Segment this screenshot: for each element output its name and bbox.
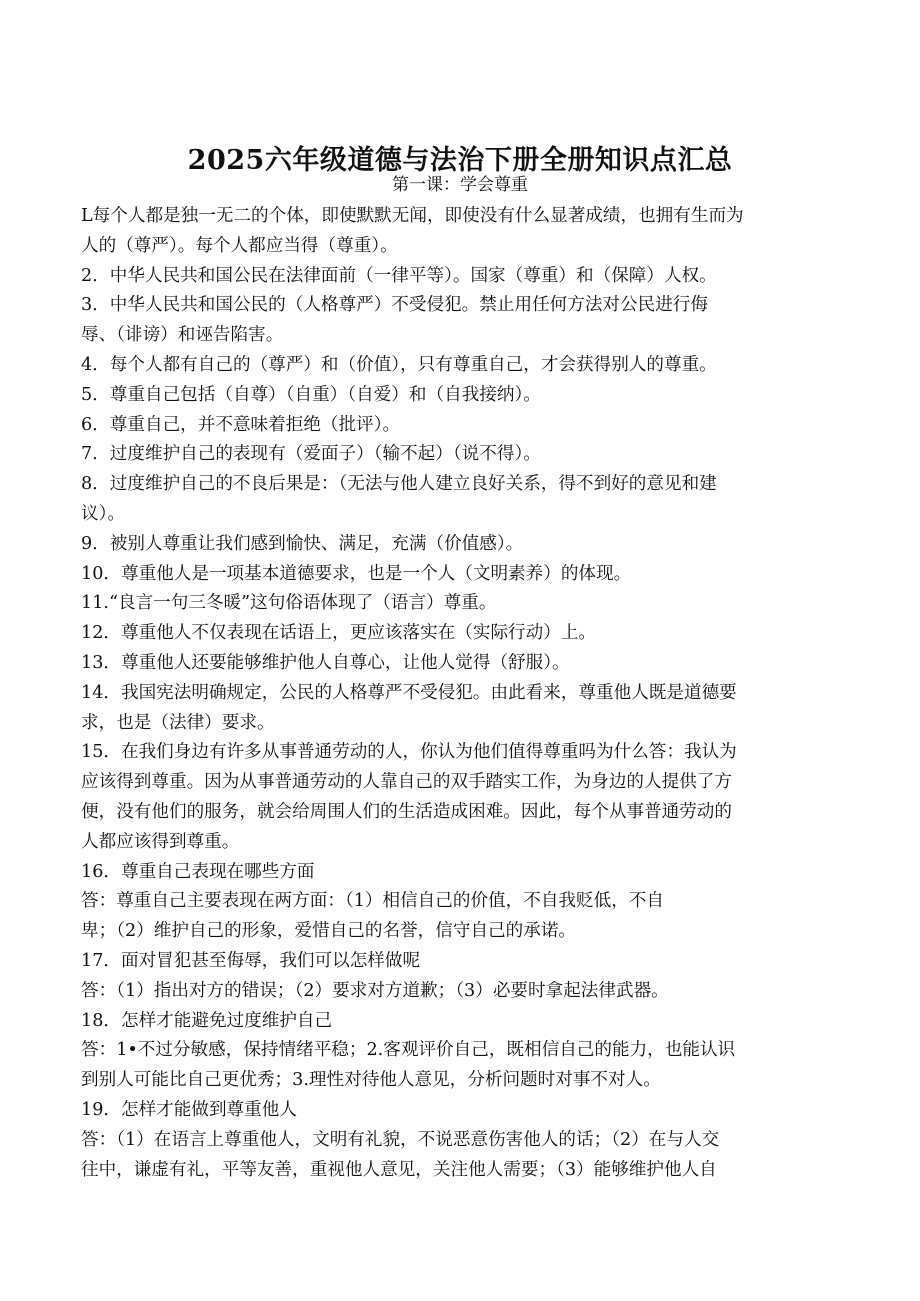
text-line: 18．怎样才能避免过度维护自己 xyxy=(81,1010,333,1031)
text-line: 求，也是（法律）要求。 xyxy=(81,712,275,733)
text-line: 9．被别人尊重让我们感到愉快、满足，充满（价值感）。 xyxy=(81,533,524,554)
text-line: 17．面对冒犯甚至侮辱，我们可以怎样做呢 xyxy=(81,950,421,971)
text-line: 辱、（诽谤）和诬告陷害。 xyxy=(81,325,284,346)
text-line: 12．尊重他人不仅表现在话语上，更应该落实在（实际行动）上。 xyxy=(81,623,597,644)
text-line: 议）。 xyxy=(81,503,125,524)
text-line: 15．在我们身边有许多从事普通劳动的人，你认为他们值得尊重吗为什么答：我认为 xyxy=(81,742,737,763)
text-line: 7．过度维护自己的表现有（爱面子）（输不起）（说不得）。 xyxy=(81,444,541,465)
text-line: 卑；（2）维护自己的形象，爱惜自己的名誉，信守自己的承诺。 xyxy=(81,921,577,942)
text-line: 答：尊重自己主要表现在两方面：（1）相信自己的价值，不自我贬低，不自 xyxy=(81,891,664,912)
text-line: 4．每个人都有自己的（尊严）和（价值），只有尊重自己，才会获得别人的尊重。 xyxy=(81,354,717,375)
text-line: 便，没有他们的服务，就会给周围人们的生活造成困难。因此，每个从事普通劳动的 xyxy=(81,801,732,822)
text-line: 11.“良言一句三冬暖”这句俗语体现了（语言）尊重。 xyxy=(81,593,497,614)
text-line: L每个人都是独一无二的个体，即使默默无闻，即使没有什么显著成绩，也拥有生而为 xyxy=(81,206,744,226)
text-line: 16．尊重自己表现在哪些方面 xyxy=(81,861,315,882)
text-line: 6．尊重自己，并不意味着拒绝（批评）。 xyxy=(81,414,401,435)
document-body xyxy=(81,202,841,1185)
text-line: 14．我国宪法明确规定，公民的人格尊严不受侵犯。由此看来，尊重他人既是道德要 xyxy=(81,682,737,703)
text-line: 人的（尊严）。每个人都应当得（尊重）。 xyxy=(81,235,398,256)
text-line: 答：（1）在语言上尊重他人，文明有礼貌，不说恶意伤害他人的话；（2）在与人交 xyxy=(81,1129,720,1150)
text-line: 8．过度维护自己的不良后果是：（无法与他人建立良好关系，得不到好的意见和建 xyxy=(81,474,717,495)
text-line: 19．怎样才能做到尊重他人 xyxy=(81,1099,297,1120)
text-line: 5．尊重自己包括（自尊）（自重）（自爱）和（自我接纳）。 xyxy=(81,384,541,405)
text-line: 答：（1）指出对方的错误；（2）要求对方道歉；（3）必要时拿起法律武器。 xyxy=(81,980,669,1001)
text-line: 应该得到尊重。因为从事普通劳动的人靠自己的双手踏实工作，为身边的人提供了方 xyxy=(81,772,732,793)
text-line: 10．尊重他人是一项基本道德要求，也是一个人（文明素养）的体现。 xyxy=(81,563,632,584)
document-title: 2025六年级道德与法治下册全册知识点汇总 xyxy=(187,145,733,177)
lesson-title: 第一课：学会尊重 xyxy=(392,175,528,195)
text-line: 人都应该得到尊重。 xyxy=(81,831,240,852)
text-line: 2．中华人民共和国公民在法律面前（一律平等）。国家（尊重）和（保障）人权。 xyxy=(81,265,717,286)
text-line: 到别人可能比自己更优秀；3.理性对待他人意见，分析问题时对事不对人。 xyxy=(81,1070,661,1091)
text-line: 答：1•不过分敏感，保持情绪平稳；2.客观评价自己，既相信自己的能力，也能认识 xyxy=(81,1040,736,1061)
text-line: 往中，谦虚有礼，平等友善，重视他人意见，关注他人需要；（3）能够维护他人自 xyxy=(81,1159,717,1180)
text-line: 13．尊重他人还要能够维护他人自尊心，让他人觉得（舒服）。 xyxy=(81,652,570,673)
text-line: 3．中华人民共和国公民的（人格尊严）不受侵犯。禁止用任何方法对公民进行侮 xyxy=(81,295,708,316)
